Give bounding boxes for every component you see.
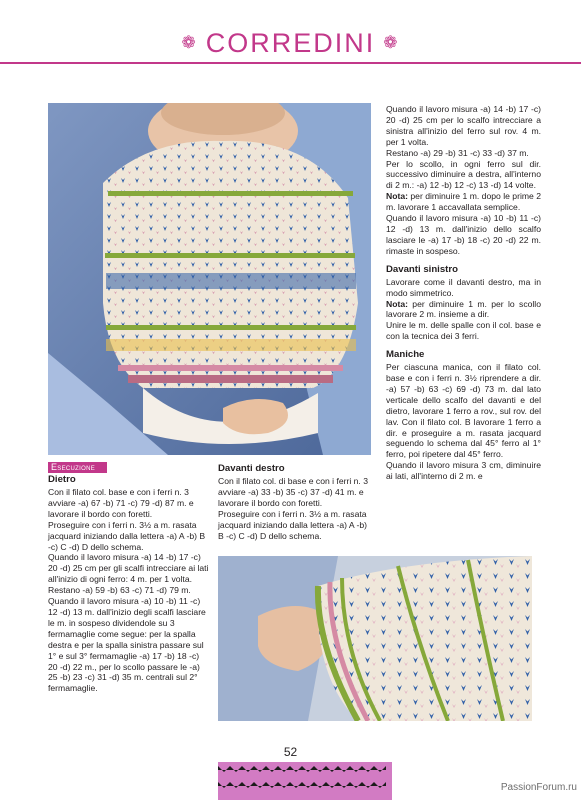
right-front-paragraph-2: Proseguire con i ferri n. 3½ a m. rasata jacquard iniziando dalla lettera -a) A -b) B -c) C -d) D dello schema. — [218, 508, 368, 541]
right-front-paragraph-6: Quando il lavoro misura -a) 10 -b) 11 -c) 12 -d) 13 m. dall'inizio dello scalfo lasciare le -a) 17 -b) 18 -c) 20 -d) 22 m. rimaste in sospeso. — [386, 213, 541, 256]
section-title — [0, 28, 581, 59]
note-text: per diminuire 1 m. per lo scollo lavorare 2 m. insieme a dir. — [386, 298, 541, 320]
back-paragraph-4: Restano -a) 59 -b) 63 -c) 71 -d) 79 m. — [48, 585, 191, 596]
back-heading: Dietro — [48, 474, 76, 485]
sleeves-paragraph-2: Quando il lavoro misura 3 cm, diminuire ai lati, all'interno di 2 m. e — [386, 460, 541, 482]
right-front-paragraph-5: Per lo scollo, in ogni ferro sul dir. successivo diminuire a destra, all'interno di 2 m.: -a) 12 -b) 12 -c) 13 -d) 14 volte. — [386, 158, 541, 191]
right-text-column — [386, 104, 541, 482]
sleeves-heading: Maniche — [386, 349, 425, 361]
middle-text-column — [218, 463, 372, 541]
baby-knitted-sweater-back-photo-icon — [48, 103, 371, 455]
note-text: per diminuire 1 m. dopo le prime 2 m. lavorare 1 accavallata semplice. — [386, 191, 541, 213]
baby-sweater-photo — [48, 103, 371, 455]
right-front-paragraph-4: Restano -a) 29 -b) 31 -c) 33 -d) 37 m. — [386, 147, 529, 158]
note-label: Nota: — [386, 191, 408, 202]
right-front-paragraph-3: Quando il lavoro misura -a) 14 -b) 17 -c) 20 -d) 25 cm per lo scalfo intrecciare a sinistra all'inizio del ferro sul rov. 4 m. per 1 volta. — [386, 104, 541, 147]
left-front-paragraph-2: Unire le m. delle spalle con il col. base e con la tecnica dei 3 ferri. — [386, 320, 541, 342]
watermark: PassionForum.ru — [500, 782, 577, 793]
section-title-text: CORREDINI — [205, 28, 376, 58]
back-paragraph-2: Proseguire con i ferri n. 3½ a m. rasata jacquard iniziando dalla lettera -a) A -b) B -c) C -d) D dello schema. — [48, 519, 206, 552]
flower-icon: ❁ — [181, 33, 198, 52]
right-front-heading: Davanti destro — [218, 463, 285, 474]
right-front-paragraph-1: Con il filato col. di base e con i ferri n. 3 avviare -a) 33 -b) 35 -c) 37 -d) 41 m. e lavorare il bordo con foretti. — [218, 476, 368, 508]
execution-label: Esecuzione — [48, 462, 107, 473]
left-front-paragraph-1: Lavorare come il davanti destro, ma in modo simmetrico. — [386, 276, 541, 298]
sleeves-paragraph-1: Per ciascuna manica, con il filato col. base e con i ferri n. 3½ riprendere a dir. -a) 57 -b) 63 -c) 69 -d) 73 m. dal lato verticale dello scalfo del davanti e del dietro, lavorare 1 ferro a rov., sul rov. del lav. Con il filato col. B lavorare 1 ferro a dir. e proseguire a m. rasata jacquard seguendo lo schema dal 45° ferro al 1° ferro, poi ripetere dal 45° ferro. — [386, 362, 541, 460]
note-paragraph-2 — [386, 299, 541, 321]
note-label: Nota: — [386, 298, 408, 309]
decorative-knit-strip — [218, 762, 392, 800]
header-divider — [0, 62, 581, 64]
sleeve-closeup-photo — [218, 556, 532, 721]
knit-pattern-icon — [218, 762, 392, 800]
note-paragraph-1 — [386, 191, 541, 213]
page-number: 52 — [283, 745, 298, 759]
back-paragraph-3: Quando il lavoro misura -a) 14 -b) 17 -c) 20 -d) 25 cm per gli scalfi intrecciare ai lati all'inizio di ogni ferro: 4 m. per 1 volta. — [48, 552, 209, 585]
left-text-column — [48, 462, 210, 694]
page-header — [0, 26, 581, 66]
left-front-heading: Davanti sinistro — [386, 263, 458, 275]
back-paragraph-1: Con il filato col. base e con i ferri n. 3 avviare -a) 67 -b) 71 -c) 79 -d) 87 m. e lavorare il bordo con foretti. — [48, 487, 194, 519]
flower-icon: ❁ — [383, 33, 400, 52]
back-paragraph-5: Quando il lavoro misura -a) 10 -b) 11 -c) 12 -d) 13 m. dall'inizio degli scalfi lasciare le m. in sospeso dividendole su 3 fermamaglie come segue: per la spalla destra e per la spalla sinistra passare sul 1° e sul 3° fermamaglie -a) 17 -b) 18 -c) 20 -d) 22 m., per lo scollo passare le -a) 25 -b) 23 -c) 31 -d) 35 m. centrali sul 2° fermamaglie. — [48, 596, 206, 694]
knitted-sleeve-closeup-photo-icon — [218, 556, 532, 721]
